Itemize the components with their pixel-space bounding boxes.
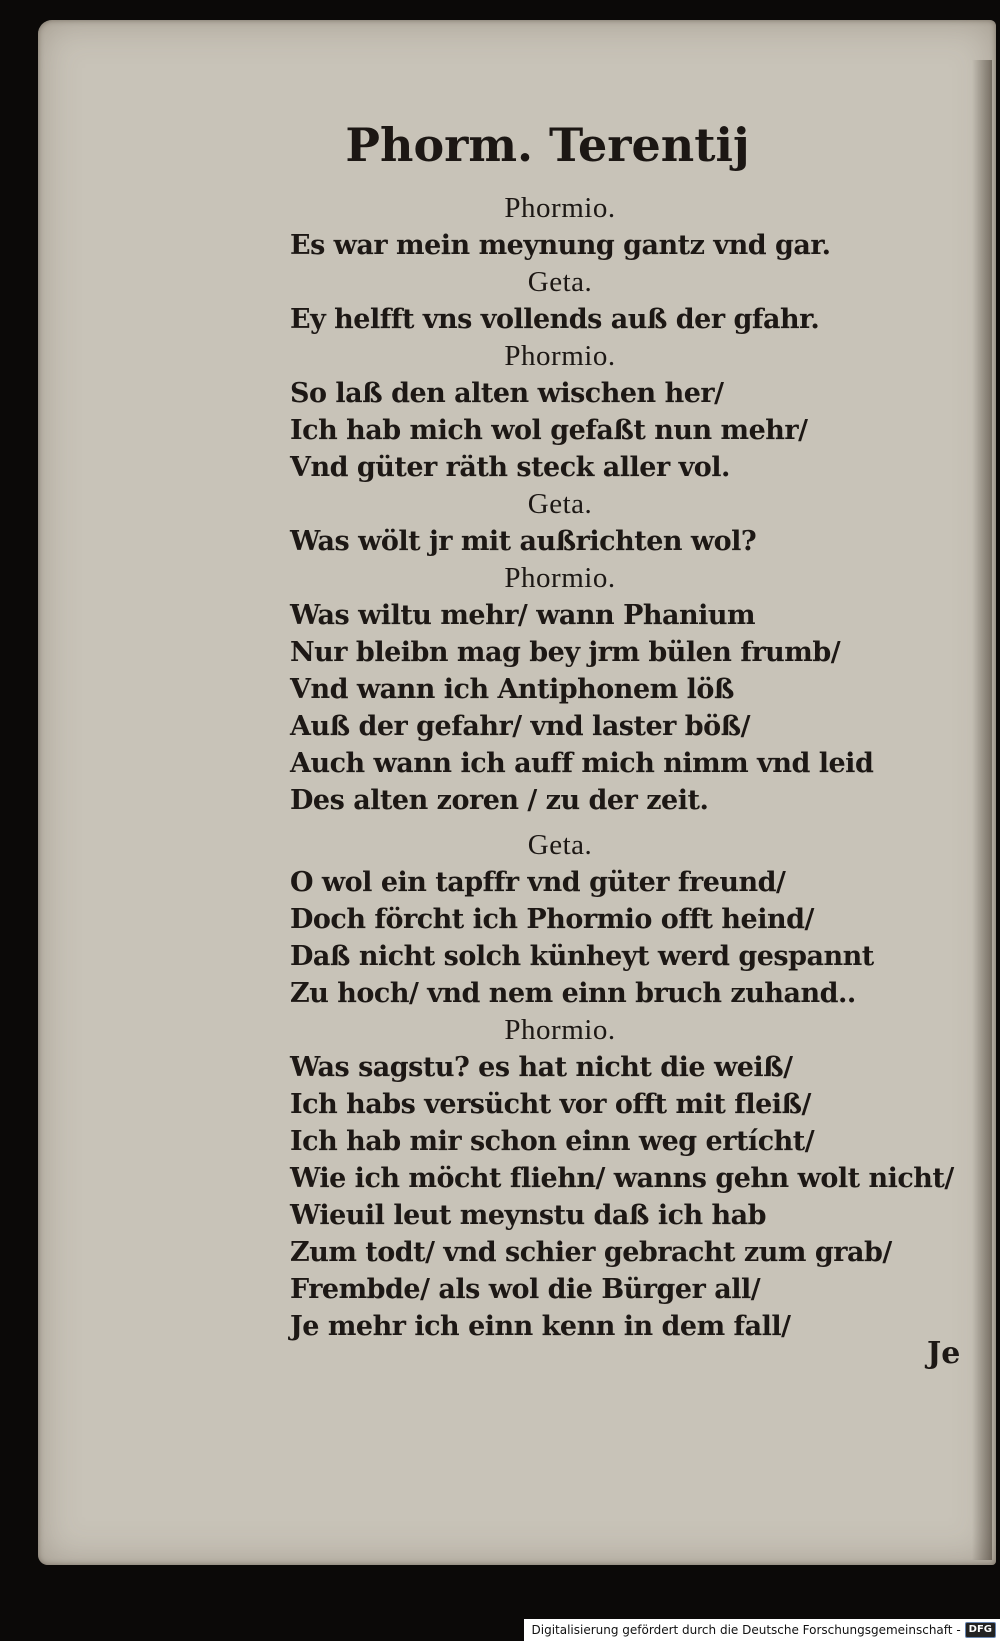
verse-line: Vnd güter räth steck aller vol. [290, 452, 730, 483]
speaker-name: Geta. [527, 488, 593, 520]
speaker-name: Phormio. [504, 562, 616, 594]
verse-line: Was wölt jr mit außrichten wol? [290, 526, 757, 557]
line-gap [290, 819, 980, 827]
digitization-credit [524, 1619, 1000, 1641]
verse-line: Vnd wann ich Antiphonem löß [290, 674, 734, 705]
verse-line: Daß nicht solch künheyt werd gespannt [290, 941, 874, 972]
verse-line: Doch förcht ich Phormio offt heind/ [290, 904, 814, 935]
speaker-name: Phormio. [504, 1014, 616, 1046]
verse-line: Wie ich möcht fliehn/ wanns gehn wolt nicht/ [290, 1163, 954, 1194]
speaker-name: Geta. [527, 829, 593, 861]
verse-line: Ey helfft vns vollends auß der gfahr. [290, 304, 820, 335]
verse-line: Zu hoch/ vnd nem einn bruch zuhand.. [290, 978, 856, 1009]
speaker-name: Geta. [527, 266, 593, 298]
running-head: Phorm. Terentij [345, 118, 750, 172]
speaker-name: Phormio. [504, 192, 616, 224]
credit-text: Digitalisierung gefördert durch die Deutsche Forschungsgemeinschaft - [531, 1623, 961, 1637]
verse-line: O wol ein tapffr vnd güter freund/ [290, 867, 786, 898]
verse-line: Was sagstu? es hat nicht die weiß/ [290, 1052, 793, 1083]
verse-line: Zum todt/ vnd schier gebracht zum grab/ [290, 1237, 892, 1268]
verse-line: Auß der gefahr/ vnd laster böß/ [290, 711, 751, 742]
verse-line: Nur bleibn mag bey jrm bülen frumb/ [290, 637, 841, 668]
verse-text-block [290, 190, 980, 1345]
dfg-logo-icon: DFG [965, 1622, 996, 1638]
verse-line: Je mehr ich einn kenn in dem fall/ [290, 1311, 791, 1342]
verse-line: Des alten zoren / zu der zeit. [290, 785, 709, 816]
verse-line: Ich hab mir schon einn weg ertícht/ [290, 1126, 815, 1157]
verse-line: Wieuil leut meynstu daß ich hab [290, 1200, 767, 1231]
speaker-name: Phormio. [504, 340, 616, 372]
catchword: Je [927, 1336, 961, 1371]
verse-line: Auch wann ich auff mich nimm vnd leid [290, 748, 874, 779]
verse-line: So laß den alten wischen her/ [290, 378, 724, 409]
verse-line: Frembde/ als wol die Bürger all/ [290, 1274, 761, 1305]
verse-line: Ich hab mich wol gefaßt nun mehr/ [290, 415, 808, 446]
verse-line: Ich habs versücht vor offt mit fleiß/ [290, 1089, 811, 1120]
verse-line: Es war mein meynung gantz vnd gar. [290, 230, 831, 261]
verse-line: Was wiltu mehr/ wann Phanium [290, 600, 756, 631]
